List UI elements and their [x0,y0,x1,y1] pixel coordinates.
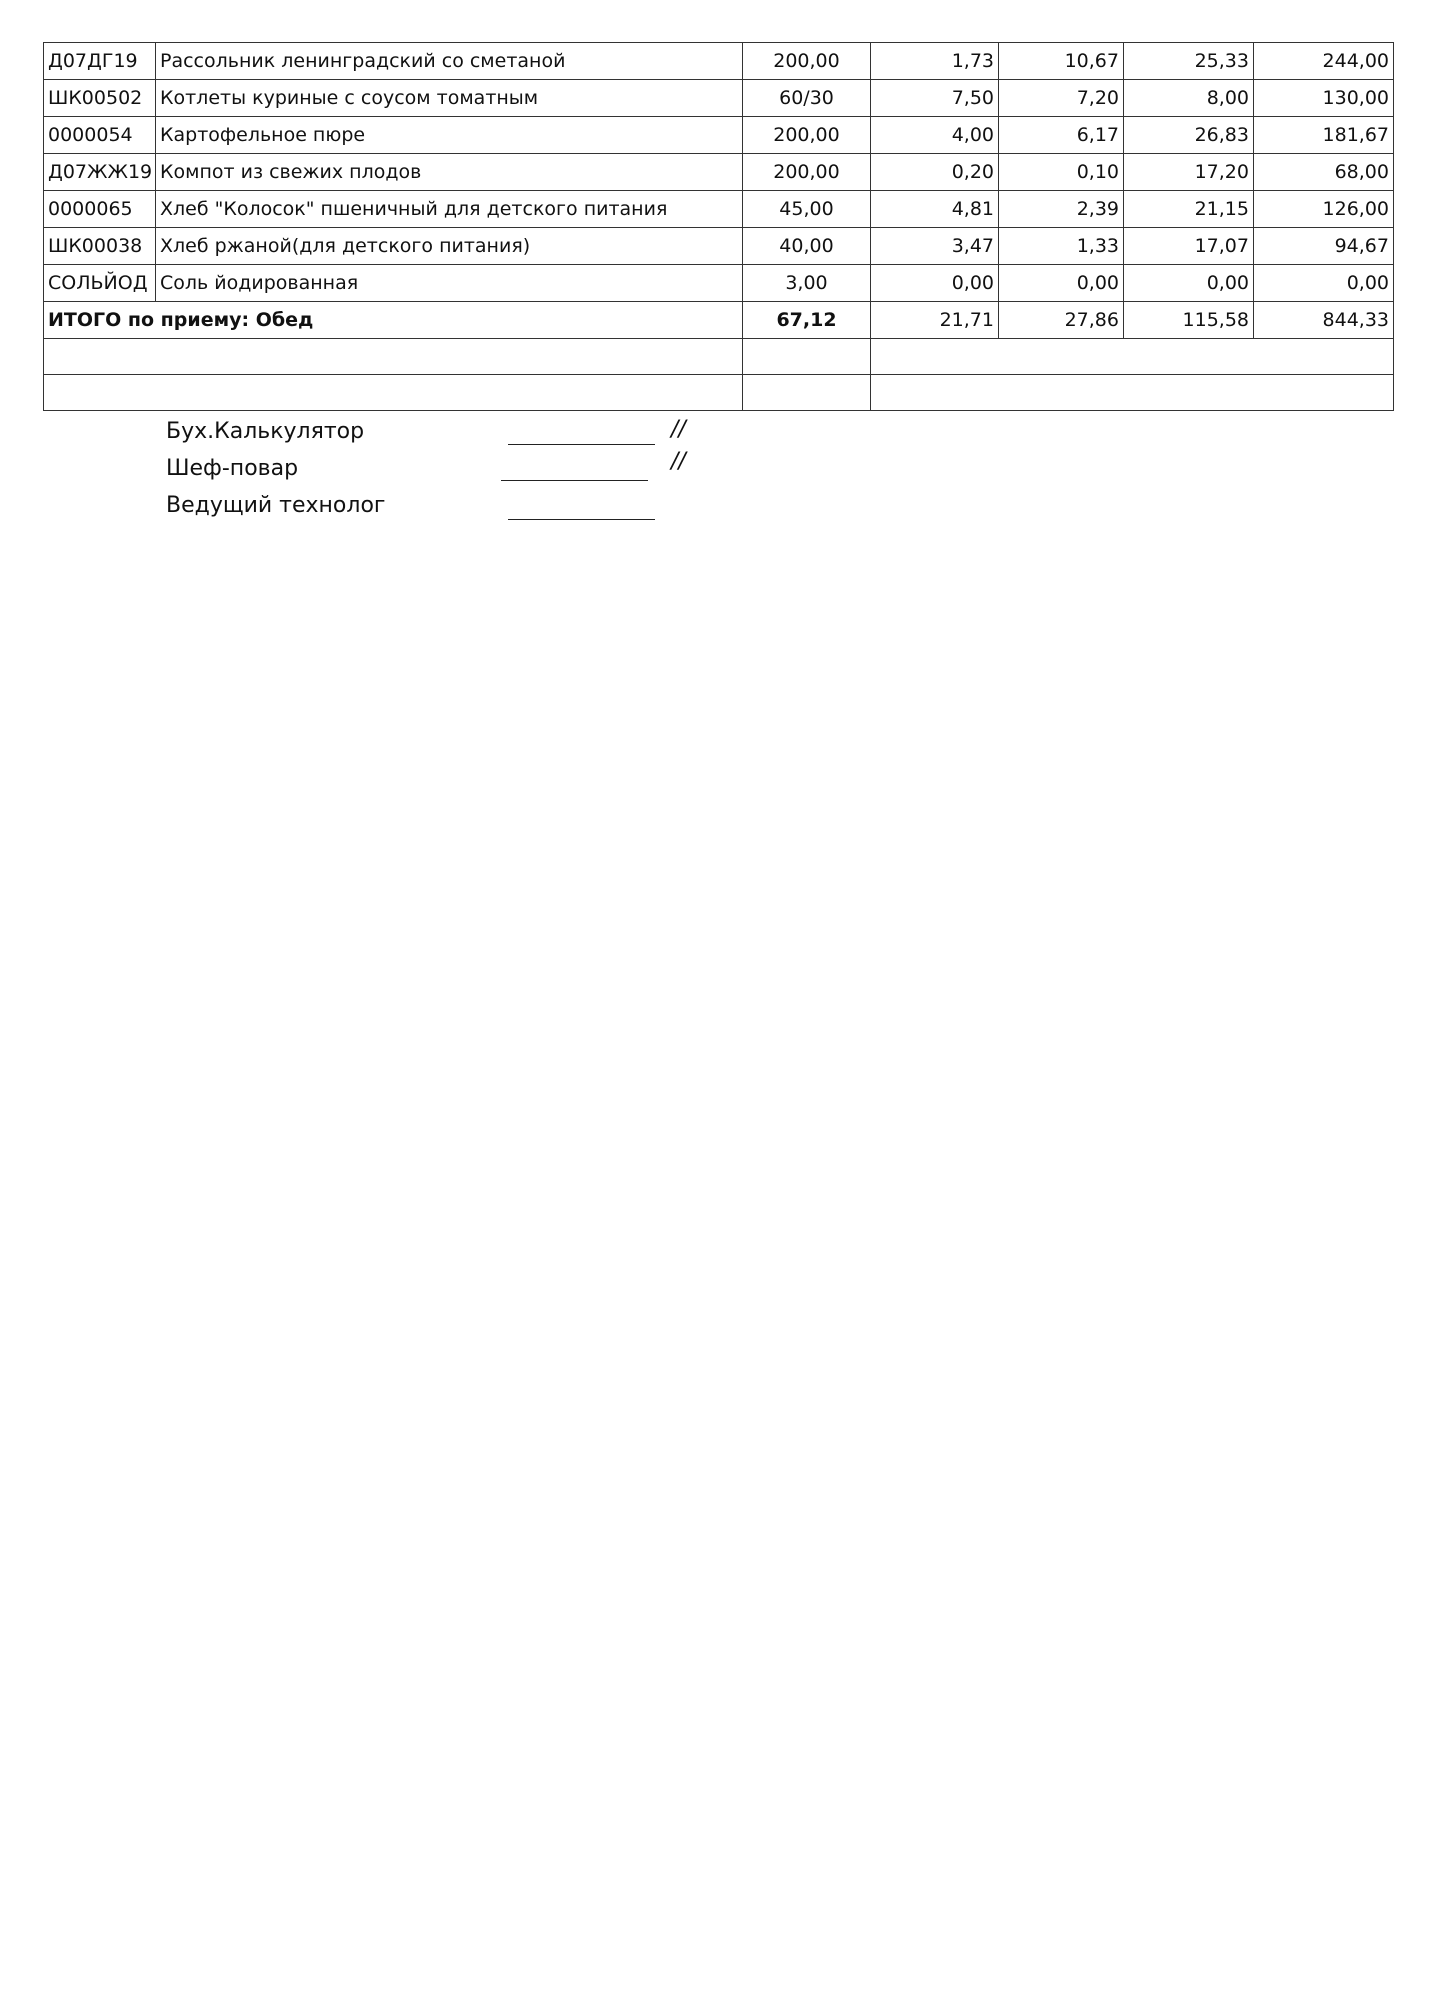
technologist-label: Ведущий технолог [166,493,386,518]
technologist-signature-line [508,519,655,520]
dish-name: Хлеб ржаной(для детского питания) [156,228,743,265]
table-row [44,265,1394,302]
empty-row [44,339,1394,375]
dish-code: 0000054 [44,117,156,154]
dish-value-4: 68,00 [1254,154,1394,191]
empty-cell [743,375,871,411]
dish-value-1: 4,81 [871,191,999,228]
table-row [44,228,1394,265]
dish-value-2: 0,10 [999,154,1124,191]
dish-name: Рассольник ленинградский со сметаной [156,43,743,80]
total-label: ИТОГО по приему: Обед [44,302,743,339]
accountant-label: Бух.Калькулятор [166,419,365,444]
dish-value-3: 26,83 [1124,117,1254,154]
empty-cell [44,375,743,411]
dish-yield: 200,00 [743,117,871,154]
total-value-1: 21,71 [871,302,999,339]
dish-code: 0000065 [44,191,156,228]
table-row [44,191,1394,228]
menu-table [43,42,1394,411]
dish-yield: 45,00 [743,191,871,228]
table-row [44,154,1394,191]
dish-value-4: 0,00 [1254,265,1394,302]
total-value-4: 844,33 [1254,302,1394,339]
accountant-signature-line [508,444,655,445]
chef-slash: // [671,449,686,474]
empty-cell [44,339,743,375]
dish-code: СОЛЬЙОД [44,265,156,302]
accountant-slash: // [671,417,686,442]
table-row [44,43,1394,80]
dish-yield: 3,00 [743,265,871,302]
dish-value-1: 4,00 [871,117,999,154]
dish-value-2: 7,20 [999,80,1124,117]
chef-signature-line [501,480,648,481]
dish-name: Соль йодированная [156,265,743,302]
dish-code: ШК00038 [44,228,156,265]
empty-cell [871,375,1394,411]
dish-yield: 40,00 [743,228,871,265]
dish-value-2: 6,17 [999,117,1124,154]
dish-code: Д07ДГ19 [44,43,156,80]
dish-name: Хлеб "Колосок" пшеничный для детского питания [156,191,743,228]
dish-yield: 60/30 [743,80,871,117]
total-value-3: 115,58 [1124,302,1254,339]
empty-row [44,375,1394,411]
empty-cell [871,339,1394,375]
dish-value-3: 25,33 [1124,43,1254,80]
dish-yield: 200,00 [743,43,871,80]
dish-name: Компот из свежих плодов [156,154,743,191]
dish-value-1: 0,20 [871,154,999,191]
dish-value-1: 3,47 [871,228,999,265]
dish-name: Котлеты куриные с соусом томатным [156,80,743,117]
dish-value-1: 1,73 [871,43,999,80]
dish-code: ШК00502 [44,80,156,117]
table-row [44,80,1394,117]
dish-value-4: 94,67 [1254,228,1394,265]
dish-value-1: 0,00 [871,265,999,302]
dish-value-4: 244,00 [1254,43,1394,80]
total-yield: 67,12 [743,302,871,339]
dish-name: Картофельное пюре [156,117,743,154]
table-row [44,117,1394,154]
dish-value-3: 17,07 [1124,228,1254,265]
dish-yield: 200,00 [743,154,871,191]
dish-value-3: 0,00 [1124,265,1254,302]
dish-value-2: 2,39 [999,191,1124,228]
chef-label: Шеф-повар [166,456,299,481]
dish-value-3: 21,15 [1124,191,1254,228]
dish-value-1: 7,50 [871,80,999,117]
dish-value-2: 1,33 [999,228,1124,265]
dish-value-3: 8,00 [1124,80,1254,117]
dish-value-4: 130,00 [1254,80,1394,117]
dish-code: Д07ЖЖ19 [44,154,156,191]
dish-value-4: 181,67 [1254,117,1394,154]
dish-value-3: 17,20 [1124,154,1254,191]
dish-value-2: 0,00 [999,265,1124,302]
dish-value-4: 126,00 [1254,191,1394,228]
dish-value-2: 10,67 [999,43,1124,80]
total-value-2: 27,86 [999,302,1124,339]
empty-cell [743,339,871,375]
total-row [44,302,1394,339]
